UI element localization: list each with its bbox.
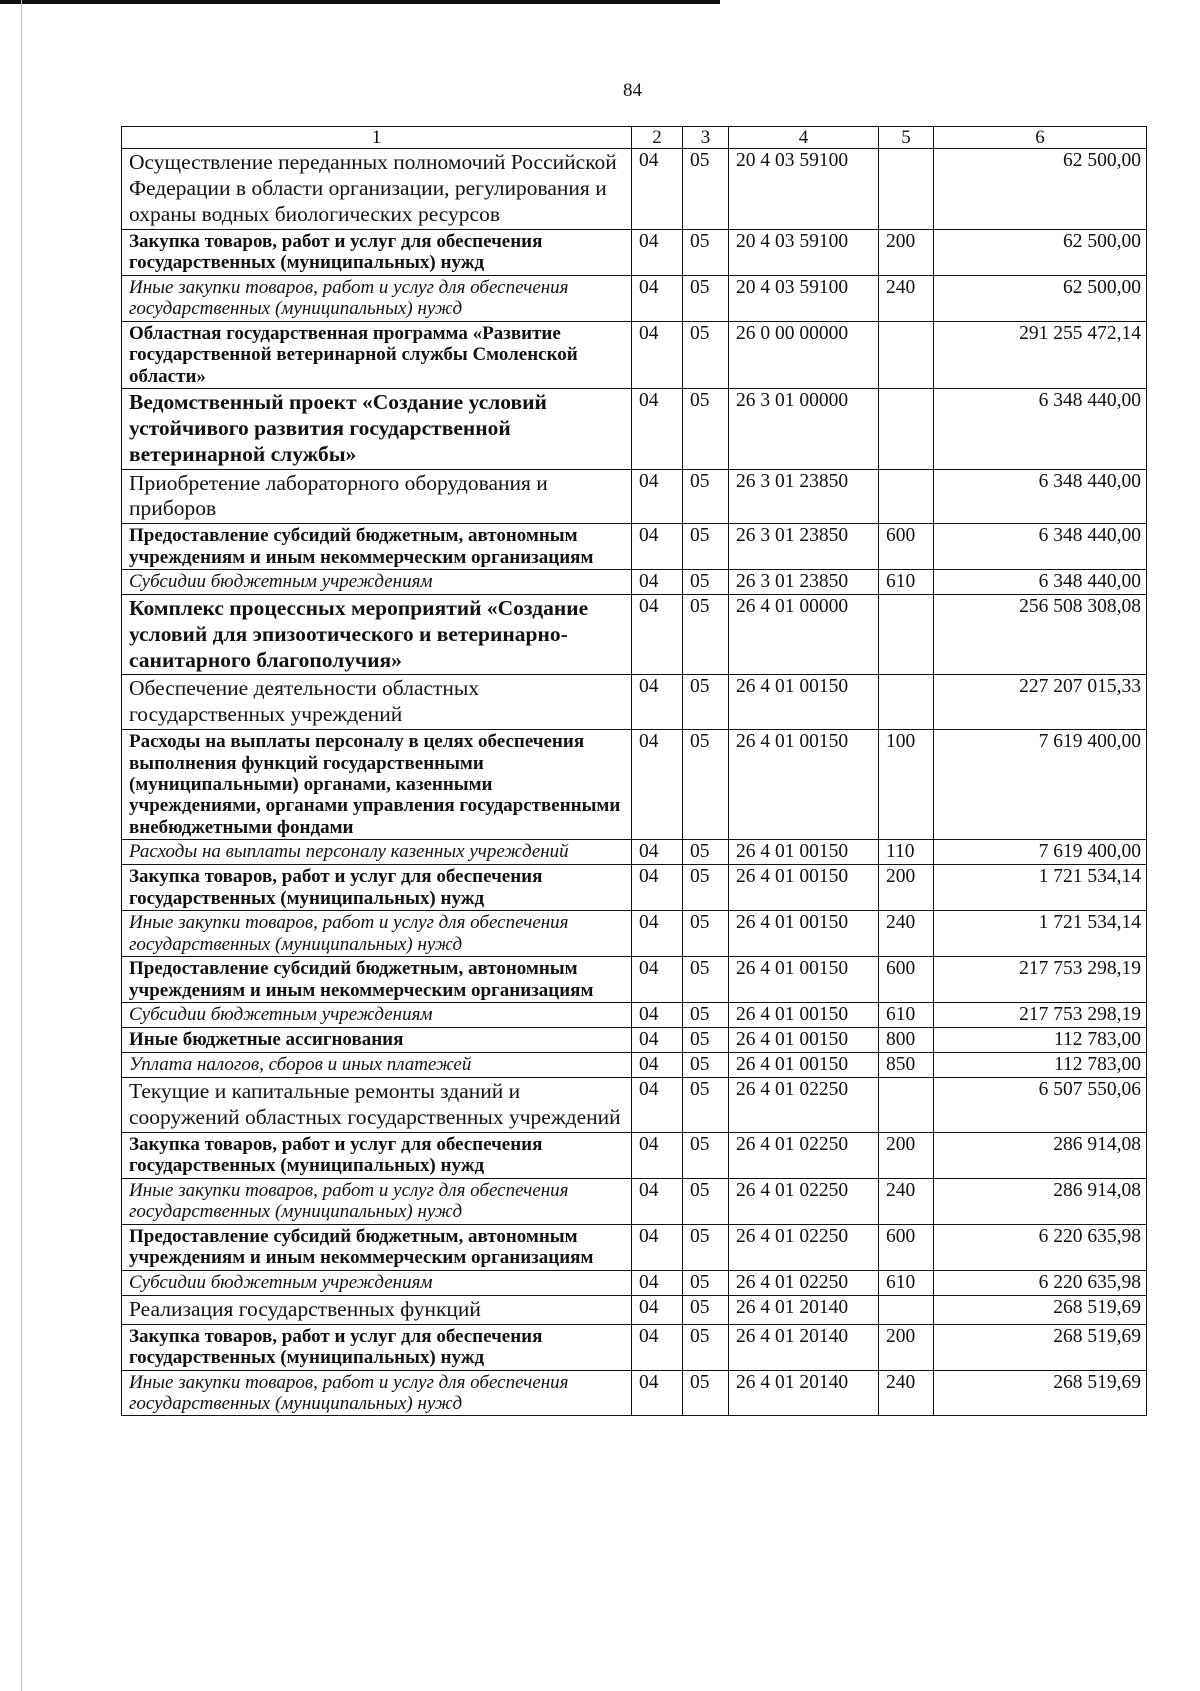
cell-name: Уплата налогов, сборов и иных платежей (122, 1053, 632, 1078)
table-row (122, 730, 1147, 840)
budget-table (121, 126, 1147, 1416)
cell-target-article: 26 3 01 23850 (729, 524, 879, 570)
table-row (122, 275, 1147, 321)
cell-expense-type: 200 (879, 229, 934, 275)
cell-name: Расходы на выплаты персоналу казенных учреждений (122, 840, 632, 865)
cell-name: Обеспечение деятельности областных государственных учреждений (122, 675, 632, 730)
cell-name: Иные закупки товаров, работ и услуг для обеспечения государственных (муниципальных) нужд (122, 1370, 632, 1416)
cell-amount: 268 519,69 (934, 1295, 1147, 1324)
table-row (122, 1370, 1147, 1416)
header-col-3: 3 (683, 127, 729, 149)
cell-name: Областная государственная программа «Развитие государственной ветеринарной службы Смоленской области» (122, 321, 632, 388)
cell-expense-type: 610 (879, 1270, 934, 1295)
cell-expense-type: 200 (879, 865, 934, 911)
cell-name: Приобретение лабораторного оборудования и приборов (122, 469, 632, 524)
cell-amount: 217 753 298,19 (934, 957, 1147, 1003)
cell-target-article: 26 4 01 00150 (729, 730, 879, 840)
cell-name: Расходы на выплаты персоналу в целях обеспечения выполнения функций государственными (муниципальными) органами, казенными учреждениями, органами управления государственными внебюджетными фондами (122, 730, 632, 840)
cell-amount: 268 519,69 (934, 1324, 1147, 1370)
cell-name: Закупка товаров, работ и услуг для обеспечения государственных (муниципальных) нужд (122, 1132, 632, 1178)
cell-expense-type (879, 321, 934, 388)
cell-target-article: 26 4 01 02250 (729, 1078, 879, 1133)
cell-expense-type: 610 (879, 1003, 934, 1028)
table-row (122, 840, 1147, 865)
cell-expense-type: 110 (879, 840, 934, 865)
cell-amount: 6 507 550,06 (934, 1078, 1147, 1133)
cell-subsection: 05 (683, 275, 729, 321)
cell-name: Реализация государственных функций (122, 1295, 632, 1324)
cell-name: Предоставление субсидий бюджетным, автономным учреждениям и иным некоммерческим организациям (122, 524, 632, 570)
cell-target-article: 26 4 01 02250 (729, 1224, 879, 1270)
cell-target-article: 26 4 01 20140 (729, 1295, 879, 1324)
cell-target-article: 26 4 01 02250 (729, 1178, 879, 1224)
cell-amount: 7 619 400,00 (934, 730, 1147, 840)
cell-name: Закупка товаров, работ и услуг для обеспечения государственных (муниципальных) нужд (122, 229, 632, 275)
table-row (122, 1028, 1147, 1053)
cell-name: Иные закупки товаров, работ и услуг для обеспечения государственных (муниципальных) нужд (122, 275, 632, 321)
header-col-5: 5 (879, 127, 934, 149)
cell-section: 04 (632, 595, 683, 675)
cell-subsection: 05 (683, 675, 729, 730)
cell-target-article: 26 4 01 00150 (729, 1053, 879, 1078)
cell-amount: 62 500,00 (934, 149, 1147, 229)
cell-name: Субсидии бюджетным учреждениям (122, 1003, 632, 1028)
cell-subsection: 05 (683, 389, 729, 469)
cell-target-article: 26 0 00 00000 (729, 321, 879, 388)
cell-section: 04 (632, 1078, 683, 1133)
cell-amount: 62 500,00 (934, 229, 1147, 275)
cell-expense-type: 240 (879, 1370, 934, 1416)
cell-section: 04 (632, 1132, 683, 1178)
header-col-1: 1 (122, 127, 632, 149)
cell-section: 04 (632, 1224, 683, 1270)
cell-name: Иные закупки товаров, работ и услуг для обеспечения государственных (муниципальных) нужд (122, 911, 632, 957)
cell-name: Иные закупки товаров, работ и услуг для обеспечения государственных (муниципальных) нужд (122, 1178, 632, 1224)
cell-amount: 227 207 015,33 (934, 675, 1147, 730)
cell-amount: 291 255 472,14 (934, 321, 1147, 388)
cell-name: Текущие и капитальные ремонты зданий и сооружений областных государственных учреждений (122, 1078, 632, 1133)
cell-amount: 7 619 400,00 (934, 840, 1147, 865)
cell-expense-type (879, 469, 934, 524)
cell-subsection: 05 (683, 149, 729, 229)
cell-target-article: 26 4 01 00150 (729, 675, 879, 730)
page-number: 84 (623, 80, 642, 101)
cell-amount: 6 348 440,00 (934, 570, 1147, 595)
cell-subsection: 05 (683, 1178, 729, 1224)
cell-target-article: 26 4 01 00150 (729, 1028, 879, 1053)
cell-expense-type: 240 (879, 275, 934, 321)
table-body (122, 149, 1147, 1416)
cell-target-article: 26 3 01 23850 (729, 469, 879, 524)
cell-amount: 6 220 635,98 (934, 1224, 1147, 1270)
table-row (122, 321, 1147, 388)
cell-subsection: 05 (683, 1370, 729, 1416)
cell-expense-type: 850 (879, 1053, 934, 1078)
cell-subsection: 05 (683, 1003, 729, 1028)
cell-name: Закупка товаров, работ и услуг для обеспечения государственных (муниципальных) нужд (122, 865, 632, 911)
cell-section: 04 (632, 1270, 683, 1295)
cell-section: 04 (632, 1178, 683, 1224)
cell-name: Предоставление субсидий бюджетным, автономным учреждениям и иным некоммерческим организациям (122, 1224, 632, 1270)
cell-section: 04 (632, 149, 683, 229)
cell-section: 04 (632, 957, 683, 1003)
cell-target-article: 26 4 01 20140 (729, 1370, 879, 1416)
cell-name: Комплекс процессных мероприятий «Создание условий для эпизоотического и ветеринарно-санитарного благополучия» (122, 595, 632, 675)
cell-target-article: 20 4 03 59100 (729, 275, 879, 321)
cell-expense-type: 240 (879, 911, 934, 957)
cell-section: 04 (632, 1028, 683, 1053)
cell-subsection: 05 (683, 1270, 729, 1295)
table-row (122, 595, 1147, 675)
cell-expense-type: 600 (879, 1224, 934, 1270)
cell-expense-type (879, 389, 934, 469)
cell-target-article: 26 4 01 02250 (729, 1270, 879, 1295)
cell-target-article: 26 4 01 02250 (729, 1132, 879, 1178)
cell-section: 04 (632, 469, 683, 524)
cell-expense-type (879, 1295, 934, 1324)
table-row (122, 1178, 1147, 1224)
table-header-row (122, 127, 1147, 149)
cell-amount: 286 914,08 (934, 1178, 1147, 1224)
cell-amount: 268 519,69 (934, 1370, 1147, 1416)
cell-target-article: 20 4 03 59100 (729, 229, 879, 275)
cell-subsection: 05 (683, 524, 729, 570)
cell-section: 04 (632, 730, 683, 840)
cell-name: Закупка товаров, работ и услуг для обеспечения государственных (муниципальных) нужд (122, 1324, 632, 1370)
cell-amount: 1 721 534,14 (934, 911, 1147, 957)
cell-amount: 6 220 635,98 (934, 1270, 1147, 1295)
cell-section: 04 (632, 840, 683, 865)
cell-section: 04 (632, 865, 683, 911)
table-row (122, 149, 1147, 229)
cell-expense-type (879, 149, 934, 229)
cell-subsection: 05 (683, 1078, 729, 1133)
cell-section: 04 (632, 229, 683, 275)
cell-name: Иные бюджетные ассигнования (122, 1028, 632, 1053)
cell-subsection: 05 (683, 865, 729, 911)
cell-target-article: 26 4 01 00150 (729, 1003, 879, 1028)
cell-expense-type: 600 (879, 957, 934, 1003)
table-row (122, 524, 1147, 570)
cell-section: 04 (632, 321, 683, 388)
table-row (122, 1053, 1147, 1078)
header-col-2: 2 (632, 127, 683, 149)
cell-target-article: 26 3 01 23850 (729, 570, 879, 595)
cell-subsection: 05 (683, 1028, 729, 1053)
cell-expense-type: 240 (879, 1178, 934, 1224)
cell-amount: 6 348 440,00 (934, 469, 1147, 524)
cell-subsection: 05 (683, 1224, 729, 1270)
cell-name: Осуществление переданных полномочий Российской Федерации в области организации, регулирования и охраны водных биологических ресурсов (122, 149, 632, 229)
scan-top-edge (0, 0, 720, 4)
cell-section: 04 (632, 1370, 683, 1416)
table-row (122, 911, 1147, 957)
cell-expense-type: 200 (879, 1324, 934, 1370)
cell-subsection: 05 (683, 595, 729, 675)
cell-subsection: 05 (683, 957, 729, 1003)
cell-target-article: 26 4 01 00150 (729, 865, 879, 911)
cell-subsection: 05 (683, 1324, 729, 1370)
scan-left-edge (21, 0, 22, 1691)
cell-amount: 62 500,00 (934, 275, 1147, 321)
cell-name: Субсидии бюджетным учреждениям (122, 570, 632, 595)
cell-expense-type (879, 675, 934, 730)
cell-subsection: 05 (683, 1295, 729, 1324)
cell-expense-type: 100 (879, 730, 934, 840)
table-row (122, 865, 1147, 911)
cell-subsection: 05 (683, 570, 729, 595)
cell-amount: 6 348 440,00 (934, 524, 1147, 570)
table-row (122, 570, 1147, 595)
cell-section: 04 (632, 389, 683, 469)
cell-section: 04 (632, 911, 683, 957)
table-row (122, 389, 1147, 469)
cell-amount: 6 348 440,00 (934, 389, 1147, 469)
cell-target-article: 26 4 01 20140 (729, 1324, 879, 1370)
header-col-4: 4 (729, 127, 879, 149)
cell-section: 04 (632, 1003, 683, 1028)
header-col-6: 6 (934, 127, 1147, 149)
table-row (122, 469, 1147, 524)
cell-section: 04 (632, 1324, 683, 1370)
cell-target-article: 26 4 01 00150 (729, 911, 879, 957)
cell-amount: 112 783,00 (934, 1028, 1147, 1053)
cell-name: Ведомственный проект «Создание условий устойчивого развития государственной ветеринарной службы» (122, 389, 632, 469)
cell-section: 04 (632, 675, 683, 730)
cell-target-article: 26 4 01 00150 (729, 957, 879, 1003)
cell-subsection: 05 (683, 911, 729, 957)
table-row (122, 1224, 1147, 1270)
cell-section: 04 (632, 275, 683, 321)
cell-subsection: 05 (683, 229, 729, 275)
cell-name: Предоставление субсидий бюджетным, автономным учреждениям и иным некоммерческим организациям (122, 957, 632, 1003)
cell-subsection: 05 (683, 1053, 729, 1078)
cell-amount: 286 914,08 (934, 1132, 1147, 1178)
cell-subsection: 05 (683, 840, 729, 865)
cell-subsection: 05 (683, 730, 729, 840)
cell-section: 04 (632, 1295, 683, 1324)
cell-section: 04 (632, 570, 683, 595)
cell-section: 04 (632, 1053, 683, 1078)
cell-section: 04 (632, 524, 683, 570)
table-row (122, 1270, 1147, 1295)
cell-subsection: 05 (683, 321, 729, 388)
cell-amount: 217 753 298,19 (934, 1003, 1147, 1028)
cell-subsection: 05 (683, 1132, 729, 1178)
cell-expense-type (879, 595, 934, 675)
table-row (122, 1295, 1147, 1324)
cell-expense-type: 800 (879, 1028, 934, 1053)
cell-expense-type: 600 (879, 524, 934, 570)
table-row (122, 1078, 1147, 1133)
cell-name: Субсидии бюджетным учреждениям (122, 1270, 632, 1295)
cell-target-article: 26 4 01 00150 (729, 840, 879, 865)
cell-target-article: 26 3 01 00000 (729, 389, 879, 469)
cell-expense-type (879, 1078, 934, 1133)
cell-subsection: 05 (683, 469, 729, 524)
cell-amount: 1 721 534,14 (934, 865, 1147, 911)
cell-target-article: 26 4 01 00000 (729, 595, 879, 675)
table-row (122, 1132, 1147, 1178)
table-row (122, 1003, 1147, 1028)
cell-expense-type: 610 (879, 570, 934, 595)
cell-expense-type: 200 (879, 1132, 934, 1178)
cell-target-article: 20 4 03 59100 (729, 149, 879, 229)
table-row (122, 229, 1147, 275)
table-row (122, 1324, 1147, 1370)
cell-amount: 256 508 308,08 (934, 595, 1147, 675)
table-row (122, 675, 1147, 730)
table-row (122, 957, 1147, 1003)
cell-amount: 112 783,00 (934, 1053, 1147, 1078)
